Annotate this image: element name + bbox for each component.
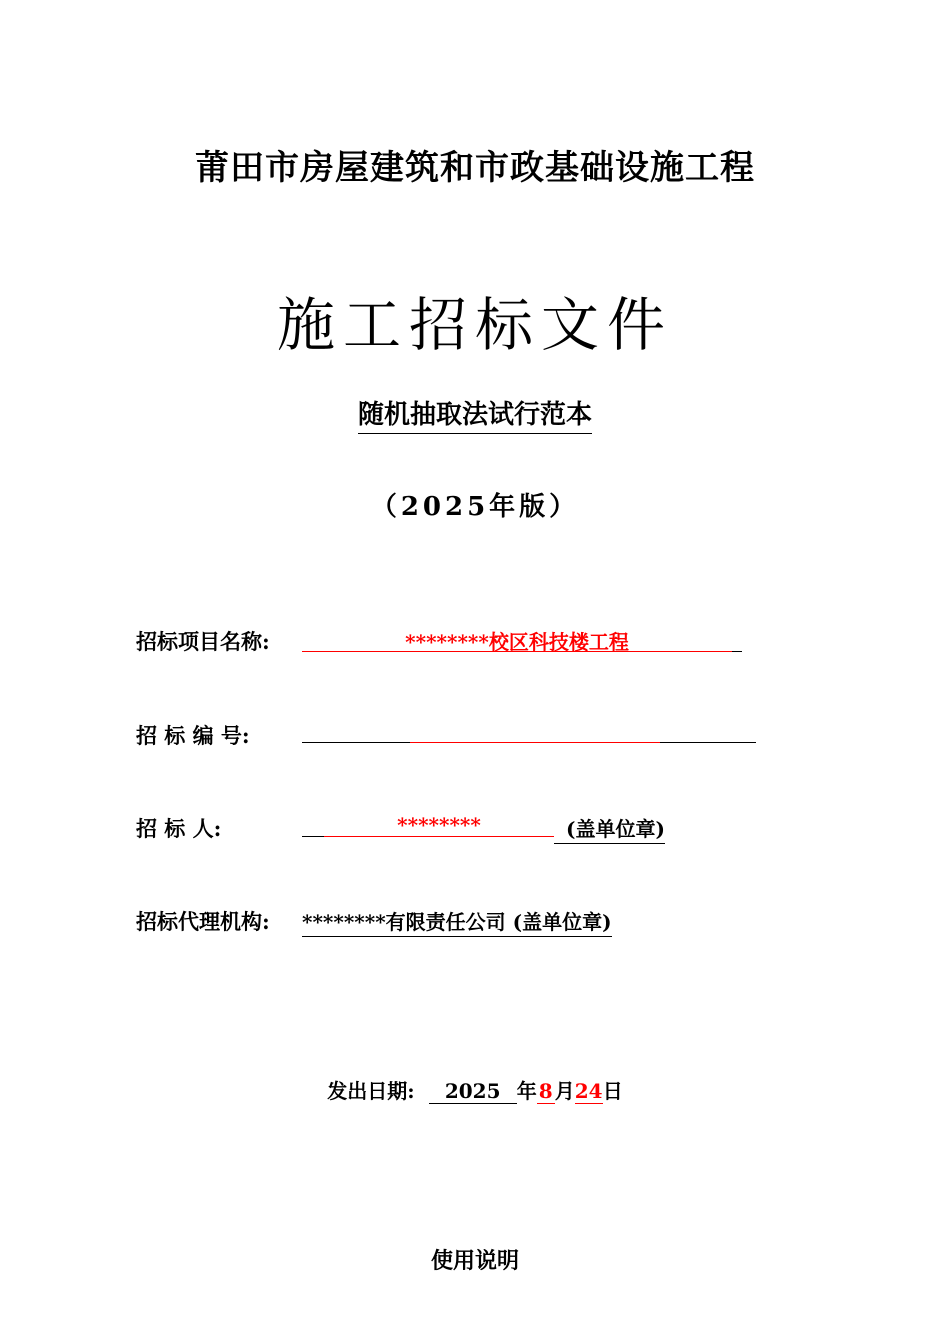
- subtitle: [0, 394, 950, 431]
- issue-date-month-unit: 月: [554, 1079, 575, 1103]
- tenderer-underline-mid: [324, 836, 554, 837]
- version-label: （2025年版）: [370, 492, 580, 522]
- agency-seal: (盖单位章): [512, 910, 612, 934]
- project-name-label: 招标项目名称:: [136, 629, 270, 654]
- project-name-underline-end: [732, 651, 742, 652]
- bid-number-underline-left: [302, 742, 410, 743]
- bid-number-underline-mid: [410, 742, 660, 743]
- project-name-value: ********校区科技楼工程: [405, 630, 629, 654]
- tenderer-value: ********: [397, 813, 481, 837]
- issue-date: [0, 1075, 950, 1104]
- document-title: 施工招标文件: [276, 291, 673, 359]
- bid-number-label: 招 标 编 号:: [136, 723, 250, 748]
- tenderer-underline-left: [302, 836, 324, 837]
- org-line: 莆田市房屋建筑和市政基础设施工程: [195, 148, 755, 188]
- issue-date-year-unit: 年: [516, 1079, 537, 1103]
- agency-value: ********有限责任公司: [302, 910, 506, 934]
- issue-date-month: 8: [537, 1079, 555, 1104]
- issue-date-year: 2025: [429, 1079, 517, 1104]
- usage-heading: 使用说明: [430, 1248, 519, 1274]
- issue-date-day: 24: [574, 1079, 603, 1103]
- project-name-underline: [302, 651, 732, 652]
- tenderer-label: 招 标 人:: [136, 816, 222, 841]
- issue-date-label: 发出日期:: [327, 1079, 415, 1103]
- agency-line: [302, 906, 612, 937]
- subtitle-text: 随机抽取法试行范本: [358, 400, 592, 434]
- issue-date-day-unit: 日: [602, 1079, 623, 1103]
- agency-label: 招标代理机构:: [136, 909, 270, 934]
- tenderer-seal: (盖单位章): [554, 813, 665, 844]
- bid-number-underline-right: [660, 742, 756, 743]
